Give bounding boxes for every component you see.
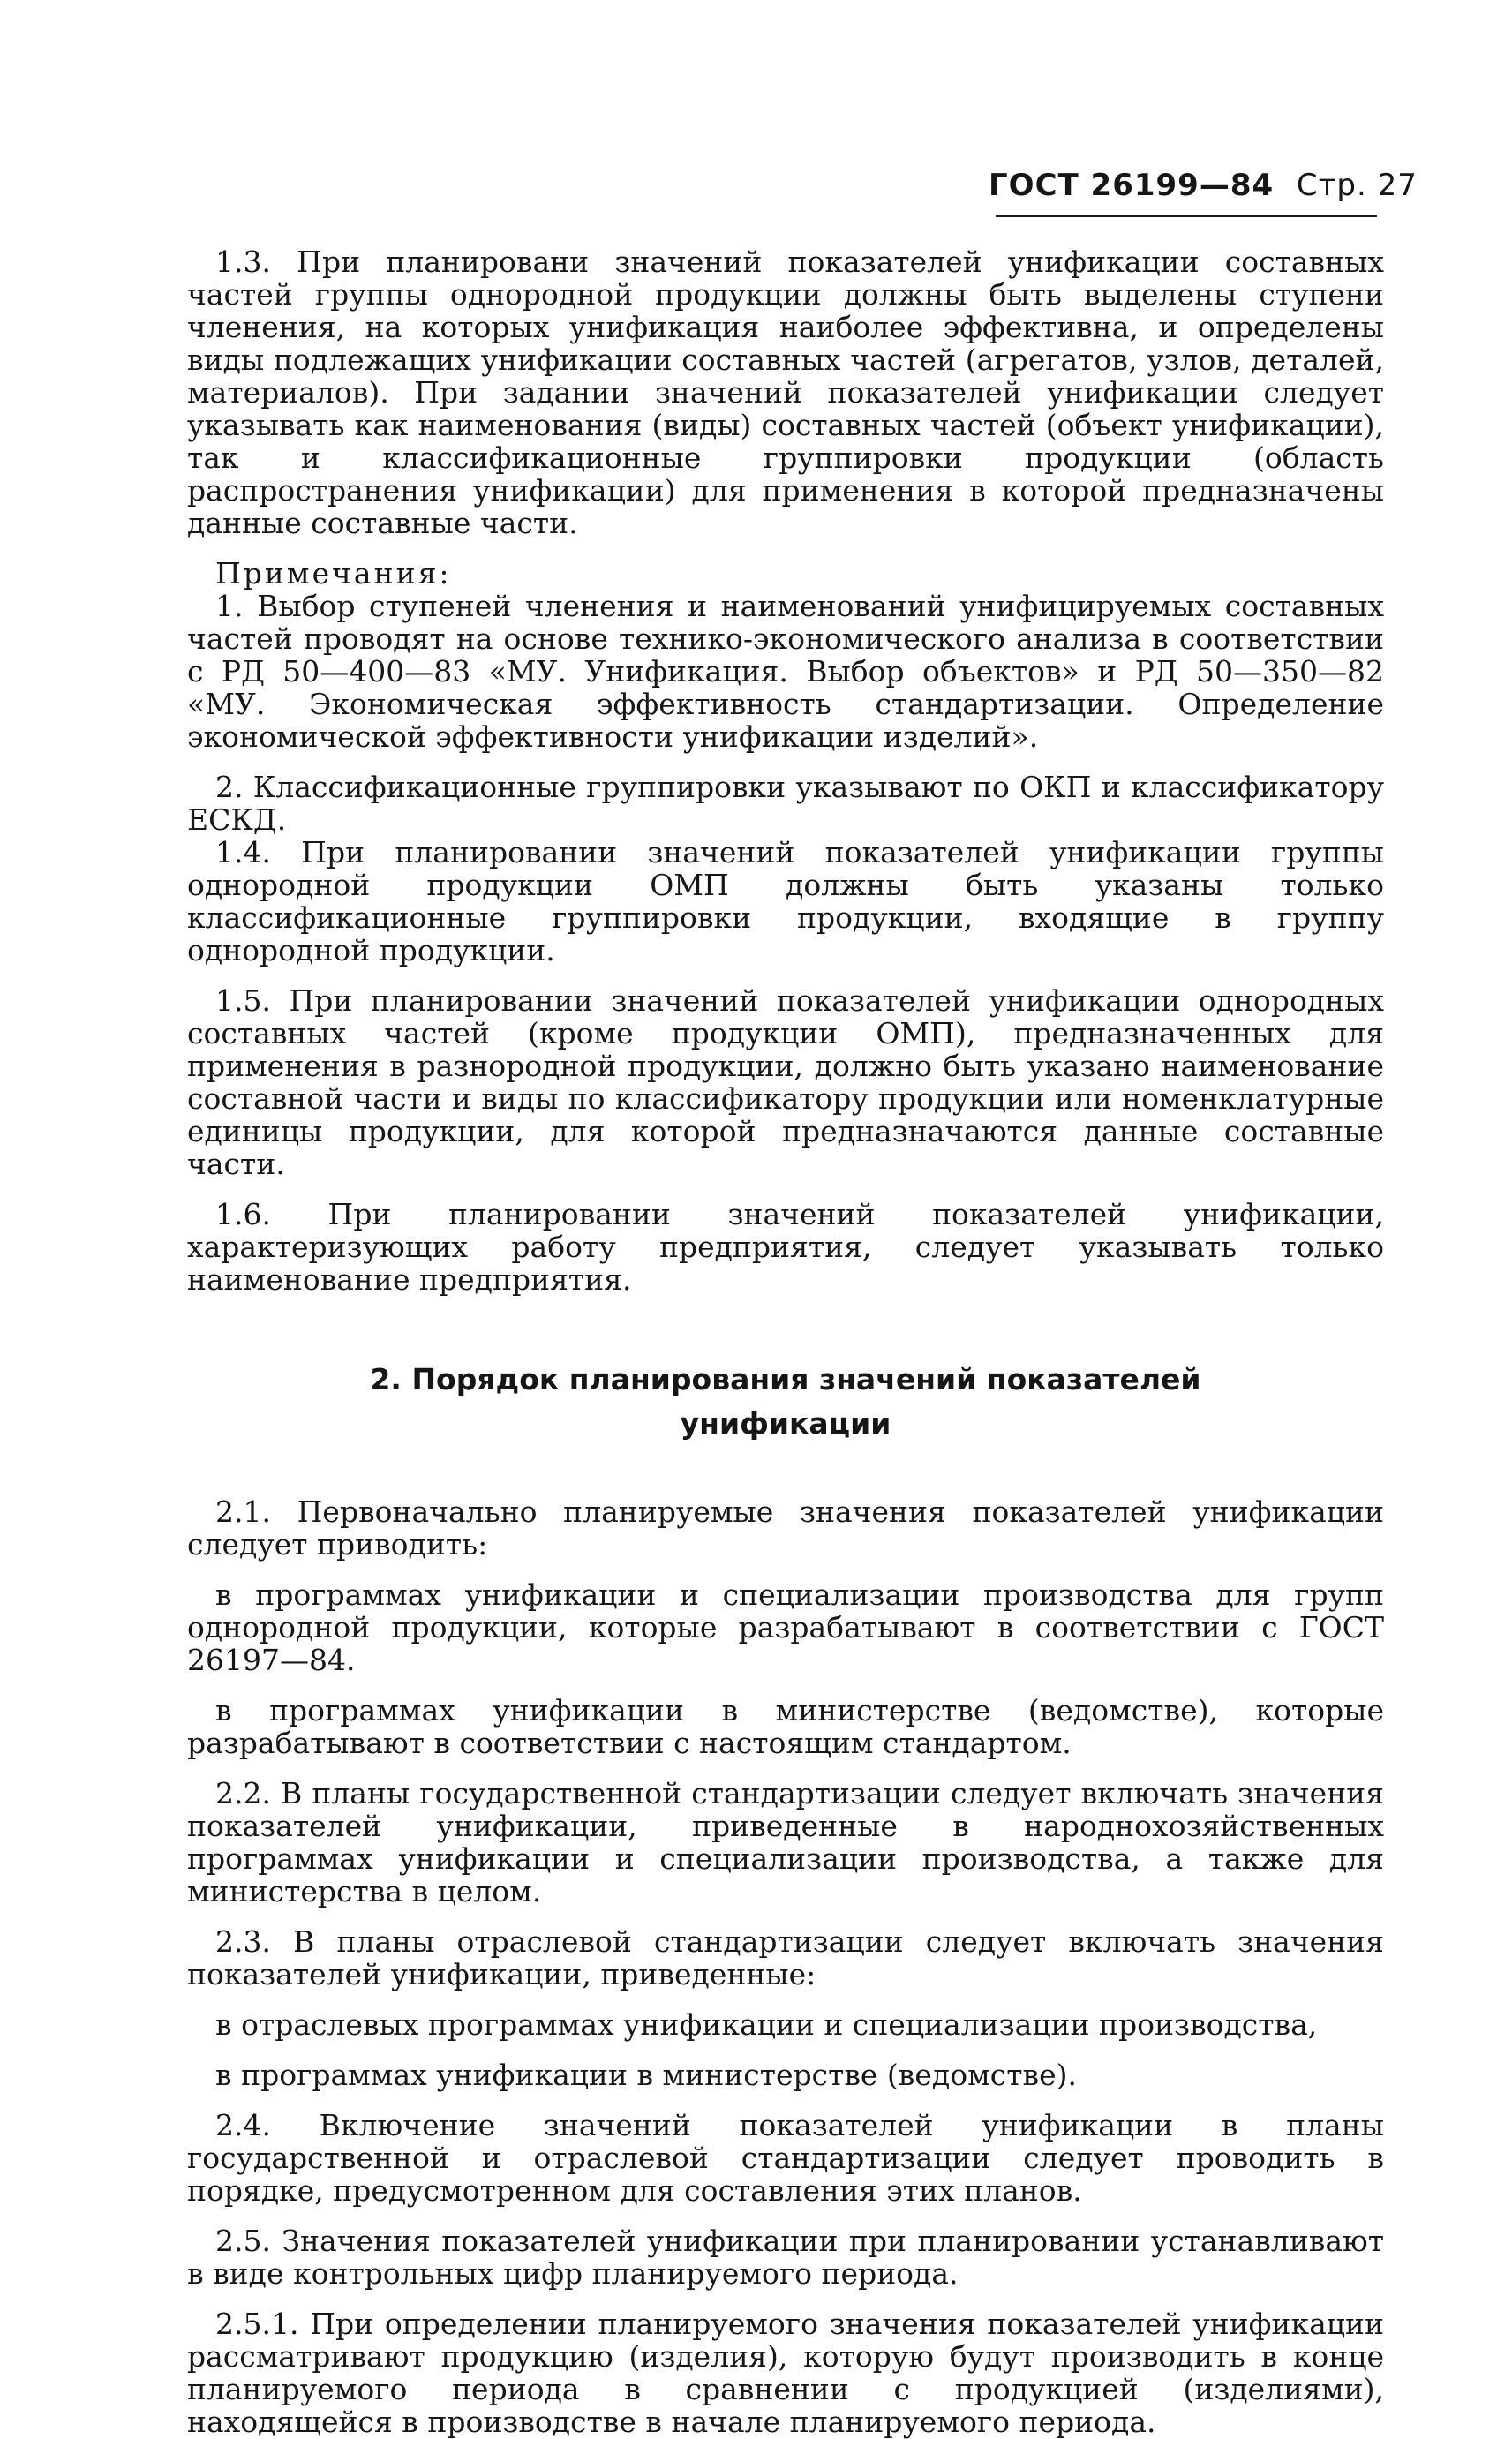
- paragraph-2-1-item-2: в программах унификации в министерстве (ведомстве), которые разрабатывают в соответствии с настоящим стандартом.: [187, 1693, 1384, 1760]
- note-1: 1. Выбор ступеней членения и наименований унифицируемых составных частей проводят на основе технико-экономического анализа в соответствии с РД 50—400—83 «МУ. Унификация. Выбор объектов» и РД 50—350—82 «МУ. Экономическая эффективность стандартизации. Определение экономической эффективности унификации изделий».: [187, 589, 1384, 754]
- document-number: ГОСТ 26199—84: [989, 168, 1275, 203]
- paragraph-2-3-item-1: в отраслевых программах унификации и специализации производства,: [215, 2007, 1318, 2042]
- paragraph-2-3-item-2: в программах унификации в министерстве (ведомстве).: [215, 2058, 1077, 2092]
- paragraph-2-2: 2.2. В планы государственной стандартизации следует включать значения показателей унификации, приведенные в народнохозяйственных программах унификации и специализации производства, а также для министерства в целом.: [187, 1776, 1384, 1908]
- paragraph-2-3: 2.3. В планы отраслевой стандартизации следует включать значения показателей унификации, приведенные:: [187, 1924, 1384, 1991]
- section-2-heading-line-2: унификации: [680, 1406, 891, 1441]
- document-body: [187, 245, 1384, 2438]
- paragraph-2-1-item-1: в программах унификации и специализации производства для групп однородной продукции, которые разрабатывают в соответствии с ГОСТ 26197—84.: [187, 1577, 1384, 1677]
- page-number: Стр. 27: [1296, 168, 1418, 203]
- paragraph-2-5: 2.5. Значения показателей унификации при планировании устанавливают в виде контрольных цифр планируемого периода.: [187, 2224, 1384, 2291]
- note-2: 2. Классификационные группировки указывают по ОКП и классификатору ЕСКД.: [187, 770, 1384, 837]
- page-header: [989, 168, 1418, 203]
- notes-label: Примечания:: [215, 556, 452, 591]
- paragraph-1-3: 1.3. При планировани значений показателей унификации составных частей группы однородной продукции должны быть выделены ступени членения, на которых унификация наиболее эффективна, и определены виды подлежащих унификации составных частей (агрегатов, узлов, деталей, материалов). При задании значений показателей унификации следует указывать как наименования (виды) составных частей (объект унификации), так и классификационные группировки продукции (область распространения унификации) для применения в которой предназначены данные составные части.: [187, 245, 1384, 540]
- section-2-heading: [187, 1358, 1384, 1446]
- paragraph-1-6: 1.6. При планировании значений показателей унификации, характеризующих работу предприятия, следует указывать только наименование предприятия.: [187, 1197, 1384, 1297]
- paragraph-2-4: 2.4. Включение значений показателей унификации в планы государственной и отраслевой стандартизации следует проводить в порядке, предусмотренном для составления этих планов.: [187, 2108, 1384, 2208]
- paragraph-2-1: 2.1. Первоначально планируемые значения показателей унификации следует приводить:: [187, 1494, 1384, 1562]
- paragraph-1-4: 1.4. При планировании значений показателей унификации группы однородной продукции ОМП должны быть указаны только классификационные группировки продукции, входящие в группу однородной продукции.: [187, 835, 1384, 967]
- section-2-heading-line-1: 2. Порядок планирования значений показателей: [370, 1362, 1201, 1396]
- paragraph-1-5: 1.5. При планировании значений показателей унификации однородных составных частей (кроме продукции ОМП), предназначенных для применения в разнородной продукции, должно быть указано наименование составной части и виды по классификатору продукции или номенклатурные единицы продукции, для которой предназначаются данные составные части.: [187, 983, 1384, 1181]
- header-rule: [996, 215, 1377, 217]
- paragraph-2-5-1: 2.5.1. При определении планируемого значения показателей унификации рассматривают продукцию (изделия), которую будут производить в конце планируемого периода в сравнении с продукцией (изделиями), находящейся в производстве в начале планируемого периода.: [187, 2307, 1384, 2439]
